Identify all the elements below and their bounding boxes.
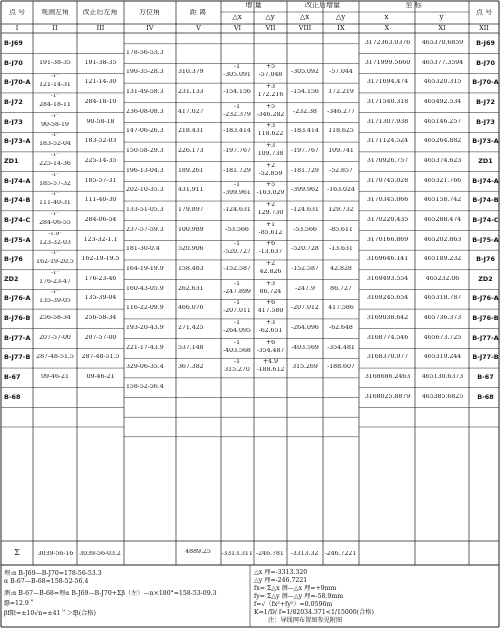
azimuth: 193-20-43.9: [126, 324, 164, 331]
corrected-delta-y: -85.611: [329, 226, 353, 233]
delta-y: -52.859: [258, 170, 283, 177]
coord-x: 3171124.524: [366, 138, 409, 145]
distance: 262.631: [178, 285, 204, 292]
azimuth: 221-17-43.9: [126, 344, 164, 351]
angle-correction: -1": [50, 192, 60, 198]
coord-x: 3170926.757: [366, 157, 409, 164]
distance: 179.897: [178, 207, 204, 214]
roman-7: VII: [265, 25, 276, 32]
sum-label: Σ: [14, 549, 20, 557]
delta-y: -346.282: [256, 111, 285, 118]
coord-y: 465130.6373: [421, 374, 464, 381]
sum-cdx: -3313.32: [290, 551, 319, 557]
delta-y: -62.651: [258, 327, 283, 334]
observed-angle: 191-38-35: [39, 59, 71, 66]
angle-correction: -1": [50, 270, 60, 276]
footer-right-line: △y 理=-246.7221: [254, 577, 308, 584]
delta-y: -85.612: [258, 229, 283, 236]
dy-correction: +6: [265, 339, 276, 346]
corrected-angle: 123-32-1.1: [83, 236, 118, 243]
coord-x: 3171540.318: [366, 98, 409, 105]
footer-right-line: fy= Σ△y 测—△y 理=-58.9mm: [254, 593, 344, 600]
point-label: ZD1: [4, 157, 19, 165]
point-label: ZD2: [4, 275, 19, 283]
angle-correction: -1": [50, 211, 60, 217]
coord-x: 3169646.141: [366, 256, 409, 263]
sum-cdy: -246.7221: [324, 551, 357, 557]
dy-correction: +3: [265, 143, 276, 150]
header-cdx: △x: [299, 14, 310, 21]
delta-y: 118.622: [257, 131, 284, 138]
point-label-right: B-J75-A: [472, 236, 499, 244]
coord-x: 3170166.869: [366, 236, 409, 243]
coord-x: 3171694.474: [366, 79, 409, 86]
point-label: B-J73-A: [4, 138, 31, 145]
dy-correction: +3: [265, 319, 276, 326]
corrected-delta-x: -232.38: [293, 108, 317, 115]
point-label: B-J76-B: [4, 315, 31, 322]
delta-y: 109.738: [257, 151, 284, 158]
delta-x: -399.961: [223, 190, 251, 197]
point-label: B-J77-B: [4, 354, 31, 362]
corrected-angle: 185-57-31: [84, 177, 117, 184]
observed-angle: 256-58-34: [39, 315, 71, 322]
delta-y: -163.029: [256, 190, 285, 197]
angle-correction: -1.9": [48, 231, 62, 237]
roman-5: V: [196, 25, 201, 32]
point-label-right: B-J73-A: [472, 138, 499, 145]
dy-correction: +2: [265, 162, 276, 169]
roman-11: XI: [438, 25, 446, 32]
point-label-right: B-J74-A: [472, 177, 499, 185]
delta-x: -520.727: [223, 249, 251, 256]
delta-y: 42.826: [259, 268, 282, 275]
point-label: B-J70: [4, 59, 23, 67]
corrected-delta-x: -520.728: [291, 246, 319, 253]
azimuth: 237-57-59.3: [126, 226, 164, 233]
corrected-delta-y: 129.732: [328, 207, 354, 214]
coord-x: 3170220.435: [366, 216, 409, 223]
coord-x: 3171999.5660: [364, 59, 411, 66]
dy-correction: +3: [265, 280, 276, 287]
corrected-delta-x: -124.631: [291, 207, 319, 214]
header-observed-angle: 观测左角: [41, 9, 69, 16]
footer-left-line: 理:α B-J69—B-J70=178-56-53.3: [4, 570, 102, 577]
corrected-delta-y: 109.741: [328, 148, 354, 155]
corrected-delta-x: -183.414: [291, 128, 319, 135]
coord-x: 3169493.554: [366, 275, 409, 282]
dx-correction: -1: [233, 182, 241, 189]
coord-y: 465736.373: [423, 315, 462, 322]
point-label: B-J69: [4, 40, 23, 47]
roman-9: IX: [337, 25, 345, 32]
corrected-angle: 09-46-21: [86, 374, 115, 381]
observed-angle: 284-18-11: [39, 101, 71, 108]
observed-angle: 09-46-21: [41, 374, 69, 381]
point-label-right: B-J70: [476, 59, 495, 67]
corrected-angle: 284-18-10: [84, 98, 117, 105]
delta-y: -57.048: [258, 72, 283, 79]
delta-x: -403.568: [223, 347, 251, 354]
distance: 417.027: [178, 108, 204, 115]
corrected-angle: 284-06-54: [84, 216, 117, 223]
coord-x: 3172363.0376: [364, 40, 411, 46]
point-label: B-67: [4, 374, 21, 381]
azimuth: 178-56-53.3: [126, 49, 164, 56]
delta-x: -181.729: [223, 167, 251, 174]
coord-y: 465377.3594: [421, 59, 464, 66]
corrected-delta-x: -264.096: [291, 324, 319, 331]
azimuth: 329-06-35.4: [126, 364, 164, 371]
dy-correction: +5: [265, 64, 276, 71]
angle-correction: -1": [50, 251, 60, 257]
observed-angle: 207-57-00: [39, 334, 71, 341]
coord-y: 465232.06: [425, 275, 460, 282]
corrected-delta-y: 172.219: [328, 89, 354, 96]
sum-corrected: 3039-56-03.2: [79, 551, 121, 557]
corrected-delta-x: -399.962: [291, 187, 319, 194]
delta-x: -183.414: [223, 128, 251, 135]
coord-x: 3168025.8879: [364, 393, 411, 400]
corrected-delta-x: -305.092: [291, 69, 319, 76]
dx-correction: -1: [233, 319, 241, 326]
azimuth: 150-58-29.3: [126, 148, 164, 155]
coord-y: 465318.787: [423, 295, 462, 302]
delta-x: 315.270: [224, 367, 250, 374]
distance: 271.425: [178, 324, 204, 331]
dx-correction: -1: [233, 241, 241, 248]
distance: 466.076: [178, 305, 204, 312]
delta-x: -53.566: [225, 226, 249, 233]
footer-left-line: α B-67—B-68=158-52-56.4: [4, 578, 89, 585]
azimuth: 133-51-05.3: [126, 207, 164, 214]
coord-y: 465320.315: [423, 79, 462, 86]
corrected-angle: 162-19-19.5: [81, 256, 120, 263]
point-label-right: B-J69: [476, 40, 495, 47]
point-label: B-J76: [4, 256, 23, 263]
point-label: B-J70-A: [4, 79, 31, 87]
coord-y: 465288.474: [423, 216, 462, 223]
corrected-delta-y: -354.481: [327, 344, 355, 351]
point-label-right: B-J76-A: [472, 295, 499, 303]
dx-correction: -1: [233, 300, 241, 307]
corrected-delta-y: 86.727: [330, 285, 352, 292]
sum-dy: -246.781: [256, 551, 284, 557]
distance: 226.173: [178, 148, 204, 155]
point-label-right: B-J72: [476, 98, 495, 106]
corrected-angle: 176-23-46: [84, 275, 117, 282]
header-increment: 增 量: [245, 2, 262, 9]
point-label-right: B-J76: [476, 256, 495, 263]
point-label: B-J76-A: [4, 295, 31, 303]
azimuth: 202-10-35.3: [126, 187, 164, 194]
dy-correction: +3: [265, 84, 276, 91]
coord-y: 465264.882: [423, 138, 462, 145]
header-cx: x: [384, 14, 389, 21]
corrected-delta-y: -163.024: [327, 187, 355, 194]
coord-x: 3170745.028: [366, 177, 409, 184]
point-label: B-68: [4, 393, 21, 401]
delta-y: -188.612: [256, 367, 285, 374]
observed-angle: 225-14-36: [39, 160, 71, 167]
dx-correction: -1: [233, 103, 241, 110]
footer-right-line: f=√（fx²+fy²）=0.0596m: [254, 601, 333, 608]
delta-x: -154.156: [223, 89, 251, 96]
corrected-delta-x: 315.269: [292, 364, 318, 371]
point-label: B-J72: [4, 98, 23, 106]
dy-correction: +4.9: [262, 359, 279, 366]
corrected-angle: 90-58-18: [86, 118, 115, 125]
corrected-delta-y: -57.044: [329, 69, 353, 76]
distance: 537.148: [178, 344, 204, 351]
corrected-delta-x: -247.9: [295, 285, 315, 292]
coord-x: 3170345.066: [366, 197, 409, 204]
header-coordinates: 坐 标: [405, 2, 422, 9]
delta-y: 129.730: [257, 210, 284, 217]
delta-y: -354.487: [256, 347, 285, 354]
delta-y: 172.216: [257, 92, 284, 99]
dx-correction: -1: [233, 64, 241, 71]
distance: 367.382: [178, 364, 204, 371]
roman-3: III: [96, 25, 105, 32]
delta-x: -124.631: [223, 207, 251, 214]
dx-correction: -1: [233, 359, 241, 366]
sum-dx: -3313.311: [221, 551, 253, 557]
delta-y: 86.724: [259, 288, 282, 295]
footer-note: 注：导线网布置图参见附图: [268, 617, 343, 624]
corrected-delta-x: -154.156: [291, 89, 319, 96]
point-label-right: B-J74-C: [472, 216, 499, 224]
header-dx: △x: [232, 14, 242, 21]
coord-y: 465673.725: [423, 334, 462, 341]
observed-angle: 162-19-20.5: [36, 259, 74, 266]
corrected-angle: 183-52-03: [84, 138, 117, 145]
coord-x: 3171307.938: [366, 118, 409, 125]
angle-correction: -1": [50, 133, 60, 139]
header-azimuth: 方位角: [139, 9, 160, 16]
observed-angle: 121-14-31: [39, 82, 71, 89]
azimuth: 147-06-26.3: [126, 128, 164, 135]
coord-x: 3168774.546: [366, 334, 409, 341]
azimuth: 181-30-0.4: [126, 246, 160, 253]
corrected-delta-x: -403.569: [291, 344, 319, 351]
header-point-right: 点 号: [475, 9, 493, 16]
point-label-right: B-J76-B: [472, 315, 499, 322]
footer-left-line: βf限=±10√n=±41＂＞fβ(合格): [4, 610, 96, 617]
dy-correction: +3: [265, 123, 276, 130]
observed-angle: 287-48-51.5: [36, 354, 74, 361]
angle-correction: -1": [50, 113, 60, 119]
header-cy: y: [439, 14, 444, 21]
delta-x: -207.011: [223, 308, 251, 315]
distance: 218.431: [178, 128, 204, 135]
azimuth: 190-35-28.3: [126, 69, 164, 76]
corrected-delta-y: -13.631: [329, 246, 353, 253]
coord-x: 3169245.654: [366, 295, 409, 302]
dy-correction: +1: [265, 221, 276, 228]
footer-left-line: 测:α B-67—B-68=理α B-J69—B-J70+Σβ（左）—n×180°=158-53-09.3: [4, 590, 217, 597]
corrected-angle: 287-48-51.5: [81, 354, 120, 361]
point-label-right: B-68: [477, 393, 494, 401]
distance: 520.906: [178, 246, 204, 253]
roman-10: X: [384, 25, 390, 32]
delta-x: -232.379: [223, 111, 251, 118]
coord-y: 465374.623: [423, 157, 462, 164]
coord-x: 3169038.642: [366, 315, 409, 322]
dy-correction: +2: [265, 260, 276, 267]
delta-x: -197.767: [223, 148, 251, 155]
corrected-angle: 207-57-00: [84, 334, 117, 341]
observed-angle: 90-58-19: [41, 121, 69, 128]
header-distance: 距 离: [189, 9, 207, 16]
dy-correction: +2: [265, 202, 276, 209]
corrected-delta-y: -346.277: [327, 108, 355, 115]
observed-angle: 123-32-03: [39, 239, 71, 246]
azimuth: 158-52-56.4: [126, 383, 164, 390]
observed-angle: 135-39-05: [39, 298, 71, 305]
roman-12: XII: [479, 25, 489, 32]
corrected-delta-y: 42.828: [330, 265, 352, 272]
distance: 310.379: [178, 69, 204, 76]
dy-correction: +5: [265, 103, 276, 110]
angle-correction: -1": [50, 93, 60, 99]
footer-right-line: fx= Σ△x 测—△x 理=+9mm: [254, 585, 337, 592]
distance: 189.261: [178, 167, 204, 174]
point-label-right: B-67: [477, 374, 494, 381]
corrected-delta-x: -207.012: [291, 305, 319, 312]
observed-angle: 176-23-47: [39, 278, 71, 285]
coord-y: 465146.257: [423, 118, 462, 125]
header-corrected-increment: 改正后增量: [305, 2, 340, 9]
corrected-delta-y: 417.586: [328, 305, 354, 312]
corrected-angle: 256-58-34: [84, 315, 117, 322]
observed-angle: 185-57-32: [39, 180, 71, 187]
point-label-right: ZD2: [478, 275, 493, 283]
coord-y: 465189.232: [423, 256, 462, 263]
sum-distance: 4889.25: [185, 549, 211, 555]
roman-1: I: [15, 25, 19, 32]
point-label-right: B-J77-A: [472, 334, 499, 342]
header-dy: △y: [265, 14, 275, 21]
corrected-delta-x: -181.729: [291, 167, 319, 174]
angle-correction: -1": [50, 74, 60, 80]
azimuth: 160-43-05.9: [126, 285, 164, 292]
dy-correction: +6: [265, 241, 276, 248]
coord-y: 465321.766: [423, 177, 462, 184]
corrected-angle: 135-39-04: [84, 295, 117, 302]
point-label: B-J74-C: [4, 216, 31, 224]
distance: 231.133: [178, 89, 204, 96]
observed-angle: 111-40-31: [39, 200, 71, 207]
corrected-delta-x: -152.587: [291, 265, 319, 272]
observed-angle: 284-06-55: [39, 219, 71, 226]
corrected-delta-y: 118.625: [328, 128, 354, 135]
corrected-delta-x: -53.566: [293, 226, 317, 233]
footer-right-line: K=1/D/ f=1/82034.371<1/15000(合格): [254, 609, 374, 616]
header-point: 点 号: [8, 9, 26, 16]
dy-correction: +6: [265, 300, 276, 307]
dx-correction: -1: [233, 280, 241, 287]
point-label-right: B-J70-A: [472, 79, 499, 87]
point-label: B-J74-B: [4, 197, 31, 204]
coord-y: 465158.742: [423, 197, 462, 204]
distance: 158.483: [178, 265, 204, 272]
angle-correction: -1": [50, 172, 60, 178]
point-label: B-J74-A: [4, 177, 31, 185]
azimuth: 236-08-08.3: [126, 108, 164, 115]
coord-x: 3168686.2463: [364, 374, 411, 381]
coord-y: 465202.863: [423, 236, 462, 243]
corrected-angle: 121-14-30: [84, 79, 117, 86]
azimuth: 164-19-19.9: [126, 265, 164, 272]
distance: 431.911: [178, 187, 204, 194]
coord-y: 465319.244: [423, 354, 462, 361]
point-label-right: B-J77-B: [472, 354, 499, 362]
delta-x: -264.095: [223, 327, 251, 334]
roman-4: IV: [146, 25, 154, 32]
delta-x: -247.899: [223, 288, 251, 295]
angle-correction: -1": [50, 290, 60, 296]
roman-2: II: [52, 25, 58, 32]
header-corrected-angle: 改正后左角: [82, 9, 118, 16]
delta-y: 417.580: [257, 308, 284, 315]
dx-correction: -1: [233, 339, 241, 346]
point-label-right: ZD1: [478, 157, 493, 165]
angle-correction: -1": [50, 152, 60, 158]
corrected-delta-x: -197.767: [291, 148, 319, 155]
corrected-delta-y: -52.857: [329, 167, 353, 174]
dy-correction: +5: [265, 182, 276, 189]
point-label: B-J77-A: [4, 334, 31, 342]
roman-8: VIII: [298, 25, 312, 32]
delta-x: -152.587: [223, 265, 251, 272]
coord-y: 465370.6859: [421, 40, 464, 46]
corrected-angle: 225-14-35: [84, 157, 117, 164]
roman-6: VI: [233, 25, 242, 32]
coord-y: 465385.6825: [421, 393, 464, 400]
point-label: B-J73: [4, 118, 23, 126]
observed-angle: 183-52-04: [39, 141, 71, 148]
delta-x: -305.091: [223, 72, 251, 79]
footer-left-line: fβ=12.9＂: [4, 600, 36, 607]
coord-x: 3168370.977: [366, 354, 409, 361]
azimuth: 116-22-09.9: [126, 305, 164, 312]
azimuth: 196-13-04.3: [126, 167, 164, 174]
corrected-angle: 111-40-30: [84, 197, 117, 204]
coord-y: 465492.534: [423, 98, 462, 105]
corrected-angle: 191-38-35: [84, 59, 117, 66]
point-label: B-J75-A: [4, 236, 31, 244]
corrected-delta-y: -188.607: [327, 364, 355, 371]
point-label-right: B-J73: [476, 118, 495, 126]
distance: 100.989: [178, 226, 204, 233]
header-cdy: △y: [335, 14, 346, 21]
point-label-right: B-J74-B: [472, 197, 499, 204]
footer-right-line: △x 理=-3313.320: [254, 569, 308, 576]
azimuth: 131-49-58.3: [126, 89, 164, 96]
corrected-delta-y: -62.648: [329, 324, 353, 331]
delta-y: -13.637: [258, 249, 283, 256]
sum-observed: 3039-56-16: [37, 551, 74, 557]
